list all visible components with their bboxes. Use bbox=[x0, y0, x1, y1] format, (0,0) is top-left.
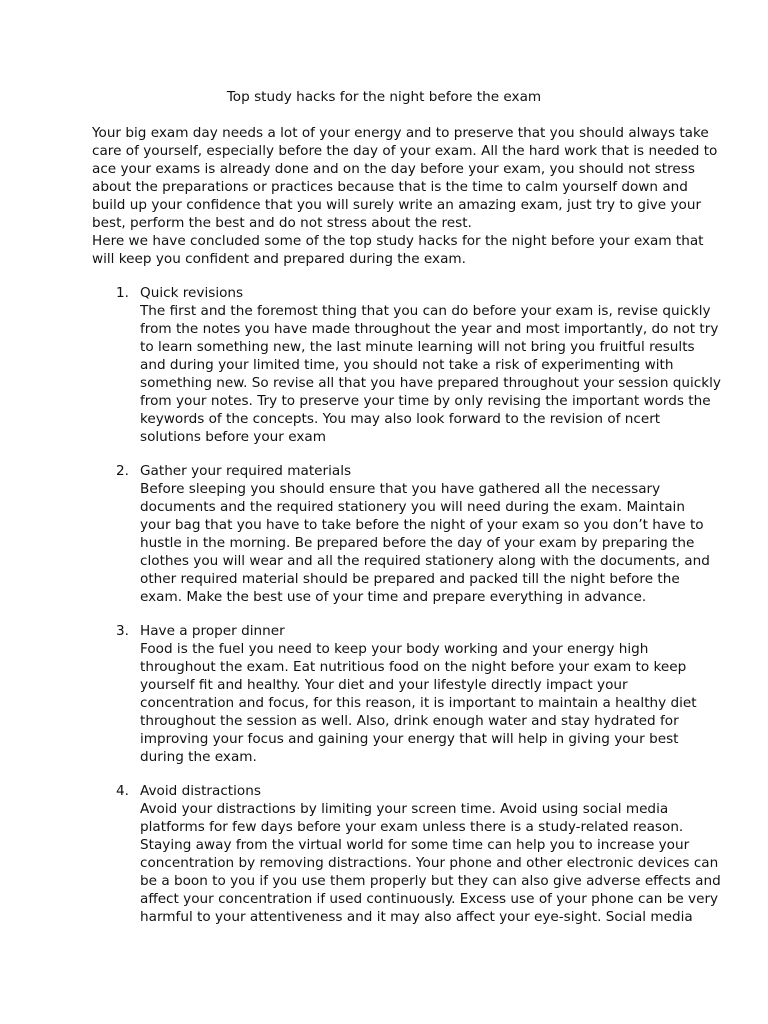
list-item-number: 3. bbox=[116, 623, 129, 639]
text-line: solutions before your exam bbox=[140, 429, 326, 445]
text-line: best, perform the best and do not stress about the rest. bbox=[92, 215, 472, 231]
intro-paragraph bbox=[92, 124, 717, 268]
list-item-heading: Gather your required materials bbox=[140, 463, 352, 479]
text-line: ace your exams is already done and on the day before your exam, you should not stress bbox=[92, 161, 695, 177]
text-line: harmful to your attentiveness and it may also affect your eye-sight. Social media bbox=[140, 909, 693, 925]
list-item-number: 4. bbox=[116, 783, 129, 799]
text-line: Before sleeping you should ensure that you have gathered all the necessary bbox=[140, 481, 661, 497]
text-line: during the exam. bbox=[140, 749, 257, 765]
text-line: about the preparations or practices because that is the time to calm yourself down and bbox=[92, 179, 688, 195]
list-item-number: 2. bbox=[116, 463, 129, 479]
text-line: your bag that you have to take before the night of your exam so you don’t have to bbox=[140, 517, 704, 533]
text-line: exam. Make the best use of your time and prepare everything in advance. bbox=[140, 589, 647, 605]
text-line: The first and the foremost thing that you can do before your exam is, revise quickly bbox=[140, 303, 711, 319]
text-line: other required material should be prepared and packed till the night before the bbox=[140, 571, 680, 587]
list-item-avoid-distractions bbox=[140, 782, 721, 926]
list-item-heading: Avoid distractions bbox=[140, 783, 261, 799]
text-line: Your big exam day needs a lot of your energy and to preserve that you should always take bbox=[92, 125, 709, 141]
text-line: to learn something new, the last minute learning will not bring you fruitful results bbox=[140, 339, 695, 355]
text-line: yourself fit and healthy. Your diet and your lifestyle directly impact your bbox=[140, 677, 628, 693]
text-line: platforms for few days before your exam unless there is a study-related reason. bbox=[140, 819, 684, 835]
list-item-heading: Have a proper dinner bbox=[140, 623, 285, 639]
list-item-number: 1. bbox=[116, 285, 129, 301]
text-line: Food is the fuel you need to keep your body working and your energy high bbox=[140, 641, 649, 657]
list-item-quick-revisions bbox=[140, 284, 721, 446]
text-line: from your notes. Try to preserve your time by only revising the important words the bbox=[140, 393, 711, 409]
text-line: and during your limited time, you should not take a risk of experimenting with bbox=[140, 357, 674, 373]
text-line: concentration by removing distractions. Your phone and other electronic devices can bbox=[140, 855, 719, 871]
text-line: Avoid your distractions by limiting your screen time. Avoid using social media bbox=[140, 801, 669, 817]
text-line: affect your concentration if used continuously. Excess use of your phone can be very bbox=[140, 891, 719, 907]
text-line: throughout the session as well. Also, drink enough water and stay hydrated for bbox=[140, 713, 679, 729]
list-item-gather-materials bbox=[140, 462, 710, 606]
text-line: from the notes you have made throughout the year and most importantly, do not try bbox=[140, 321, 719, 337]
text-line: will keep you confident and prepared during the exam. bbox=[92, 251, 466, 267]
text-line: throughout the exam. Eat nutritious food on the night before your exam to keep bbox=[140, 659, 687, 675]
text-line: Staying away from the virtual world for some time can help you to increase your bbox=[140, 837, 690, 853]
text-line: clothes you will wear and all the required stationery along with the documents, and bbox=[140, 553, 710, 569]
text-line: improving your focus and gaining your energy that will help in giving your best bbox=[140, 731, 679, 747]
text-line: hustle in the morning. Be prepared before the day of your exam by preparing the bbox=[140, 535, 695, 551]
text-line: documents and the required stationery you will need during the exam. Maintain bbox=[140, 499, 685, 515]
list-item-proper-dinner bbox=[140, 622, 697, 766]
text-line: care of yourself, especially before the day of your exam. All the hard work that is needed to bbox=[92, 143, 718, 159]
text-line: build up your confidence that you will surely write an amazing exam, just try to give your bbox=[92, 197, 702, 213]
text-line: concentration and focus, for this reason, it is important to maintain a healthy diet bbox=[140, 695, 697, 711]
list-item-heading: Quick revisions bbox=[140, 285, 244, 301]
text-line: something new. So revise all that you have prepared throughout your session quickly bbox=[140, 375, 721, 391]
text-line: keywords of the concepts. You may also look forward to the revision of ncert bbox=[140, 411, 661, 427]
text-line: Here we have concluded some of the top study hacks for the night before your exam that bbox=[92, 233, 704, 249]
document-title: Top study hacks for the night before the exam bbox=[226, 89, 542, 105]
text-line: be a boon to you if you use them properly but they can also give adverse effects and bbox=[140, 873, 721, 889]
